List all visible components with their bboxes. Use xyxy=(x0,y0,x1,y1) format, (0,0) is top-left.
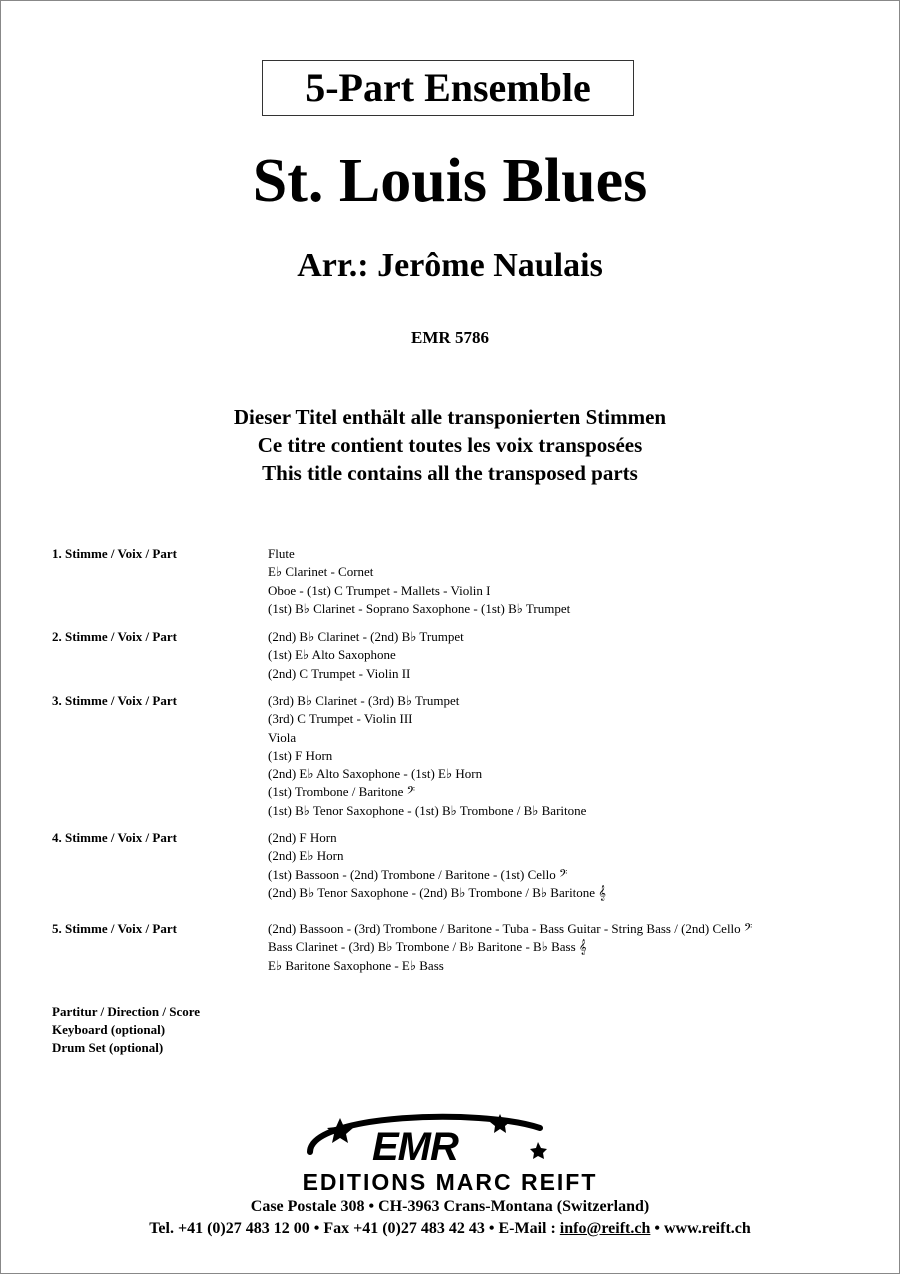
part-1-instruments xyxy=(268,545,570,618)
notice-german: Dieser Titel enthält alle transponierten Stimmen xyxy=(233,405,667,429)
instrument-line: Bass Clarinet - (3rd) B♭ Trombone / B♭ Baritone - B♭ Bass 𝄞 xyxy=(268,939,587,955)
instrument-line: (1st) B♭ Tenor Saxophone - (1st) B♭ Trombone / B♭ Baritone xyxy=(268,802,587,818)
extra-score: Partitur / Direction / Score xyxy=(52,1004,201,1019)
part-5-label: 5. Stimme / Voix / Part xyxy=(52,921,177,936)
instrument-line: (2nd) B♭ Tenor Saxophone - (2nd) B♭ Trombone / B♭ Baritone 𝄞 xyxy=(268,884,606,900)
notice-english: This title contains all the transposed parts xyxy=(262,461,638,485)
instrument-line: (1st) B♭ Clarinet - Soprano Saxophone - (1st) B♭ Trumpet xyxy=(268,600,571,616)
extra-drum-set: Drum Set (optional) xyxy=(52,1040,164,1055)
instrument-line: E♭ Baritone Saxophone - E♭ Bass xyxy=(268,957,444,973)
transposition-notice xyxy=(0,403,900,487)
ensemble-label: 5-Part Ensemble xyxy=(262,60,634,116)
contact-phone-fax: Tel. +41 (0)27 483 12 00 • Fax +41 (0)27 483 42 43 • E-Mail : xyxy=(149,1220,560,1237)
page-title: St. Louis Blues xyxy=(252,147,648,215)
instrument-line: (2nd) E♭ Horn xyxy=(268,848,344,864)
instrument-line: Flute xyxy=(268,546,295,561)
instrument-line: (1st) Bassoon - (2nd) Trombone / Baritone - (1st) Cello 𝄢 xyxy=(268,866,568,882)
instrument-line: (2nd) C Trumpet - Violin II xyxy=(268,665,411,681)
instrument-line: Viola xyxy=(268,729,297,745)
email-link[interactable]: info@reift.ch xyxy=(559,1220,651,1237)
arranger: Arr.: Jerôme Naulais xyxy=(297,247,603,284)
instrument-line: E♭ Clarinet - Cornet xyxy=(268,564,374,580)
part-1-label: 1. Stimme / Voix / Part xyxy=(52,546,177,561)
part-5-instruments xyxy=(268,920,752,975)
extra-keyboard: Keyboard (optional) xyxy=(52,1022,166,1037)
part-4-instruments xyxy=(268,829,606,902)
extras-list xyxy=(52,1003,200,1057)
instrument-line: (2nd) E♭ Alto Saxophone - (1st) E♭ Horn xyxy=(268,766,483,782)
emr-logo xyxy=(300,1104,570,1174)
publisher-name: EDITIONS MARC REIFT xyxy=(302,1169,598,1195)
instrument-line: (2nd) F Horn xyxy=(268,830,337,845)
website[interactable]: • www.reift.ch xyxy=(650,1220,751,1237)
part-3-label: 3. Stimme / Voix / Part xyxy=(52,693,177,708)
instrument-line: (2nd) Bassoon - (3rd) Trombone / Baritone - Tuba - Bass Guitar - String Bass / (2nd) Cello 𝄢 xyxy=(268,921,753,936)
part-3-instruments xyxy=(268,692,586,820)
instrument-line: (1st) E♭ Alto Saxophone xyxy=(268,647,396,663)
part-4-label: 4. Stimme / Voix / Part xyxy=(52,830,177,845)
part-2-instruments xyxy=(268,628,464,683)
notice-french: Ce titre contient toutes les voix transposées xyxy=(257,433,643,457)
instrument-line: Oboe - (1st) C Trumpet - Mallets - Violin I xyxy=(268,582,491,598)
instrument-line: (1st) Trombone / Baritone 𝄢 xyxy=(268,784,416,800)
publisher-contact xyxy=(0,1219,900,1239)
publisher-address: Case Postale 308 • CH-3963 Crans-Montana (Switzerland) xyxy=(250,1198,650,1215)
instrument-line: (3rd) C Trumpet - Violin III xyxy=(268,711,413,727)
logo-text: EMR xyxy=(372,1125,458,1169)
catalog-number: EMR 5786 xyxy=(411,328,489,347)
instrument-line: (1st) F Horn xyxy=(268,747,333,763)
part-2-label: 2. Stimme / Voix / Part xyxy=(52,629,177,644)
instrument-line: (3rd) B♭ Clarinet - (3rd) B♭ Trumpet xyxy=(268,693,460,708)
instrument-line: (2nd) B♭ Clarinet - (2nd) B♭ Trumpet xyxy=(268,629,464,644)
